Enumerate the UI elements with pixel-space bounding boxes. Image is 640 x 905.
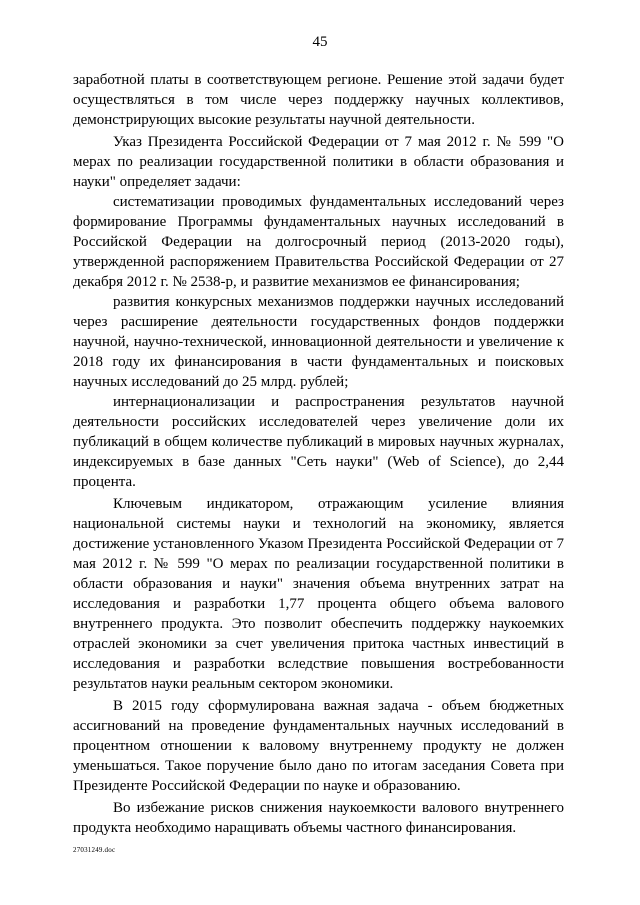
paragraph-private-funding: Во избежание рисков снижения наукоемкости валового внутреннего продукта необходимо наращивать объемы частного финансирования. [73, 800, 564, 836]
paragraph-continuation: заработной платы в соответствующем регионе. Решение этой задачи будет осуществляться в том числе через поддержку научных коллективов, демонстрирующих высокие результаты научной деятельности. [73, 72, 564, 128]
document-filename: 27031249.doc [73, 846, 116, 854]
paragraph-key-indicator: Ключевым индикатором, отражающим усиление влияния национальной системы науки и технологий на экономику, является достижение установленного Указом Президента Российской Федерации от 7 мая 2012 г. № 599 "О мерах по реализации государственной политики в области образования и науки" значения объема внутренних затрат на исследования и разработки 1,77 процента общего объема валового внутреннего продукта. Это позволит обеспечить поддержку наукоемких отраслей экономики за счет увеличения притока частных инвестиций в исследования и разработки вследствие повышения востребованности результатов науки реальным сектором экономики. [73, 496, 564, 692]
paragraph-task-internationalization: интернационализации и распространения результатов научной деятельности российских исследователей через увеличение доли их публикаций в общем количестве публикаций в мировых научных журналах, индексируемых в базе данных "Сеть науки" (Web of Science), до 2,44 процента. [73, 394, 564, 490]
paragraph-task-systematization: систематизации проводимых фундаментальных исследований через формирование Программы фундаментальных научных исследований в Российской Федерации на долгосрочный период (2013-2020 годы), утвержденной распоряжением Правительства Российской Федерации от 27 декабря 2012 г. № 2538-р, и развитие механизмов ее финансирования; [73, 194, 564, 290]
paragraph-2015-task: В 2015 году сформулирована важная задача - объем бюджетных ассигнований на проведение фундаментальных научных исследований в процентном отношении к валовому внутреннему продукту не должен уменьшаться. Такое поручение было дано по итогам заседания Совета при Президенте Российской Федерации по науке и образованию. [73, 698, 564, 794]
paragraph-task-competitive: развития конкурсных механизмов поддержки научных исследований через расширение деятельности государственных фондов поддержки научной, научно-технической, инновационной деятельности и увеличение к 2018 году их финансирования в части фундаментальных и поисковых научных исследований до 25 млрд. рублей; [73, 294, 564, 390]
page-number: 45 [312, 34, 328, 50]
document-body [73, 70, 564, 838]
paragraph-decree: Указ Президента Российской Федерации от 7 мая 2012 г. № 599 "О мерах по реализации государственной политики в области образования и науки" определяет задачи: [73, 134, 564, 190]
